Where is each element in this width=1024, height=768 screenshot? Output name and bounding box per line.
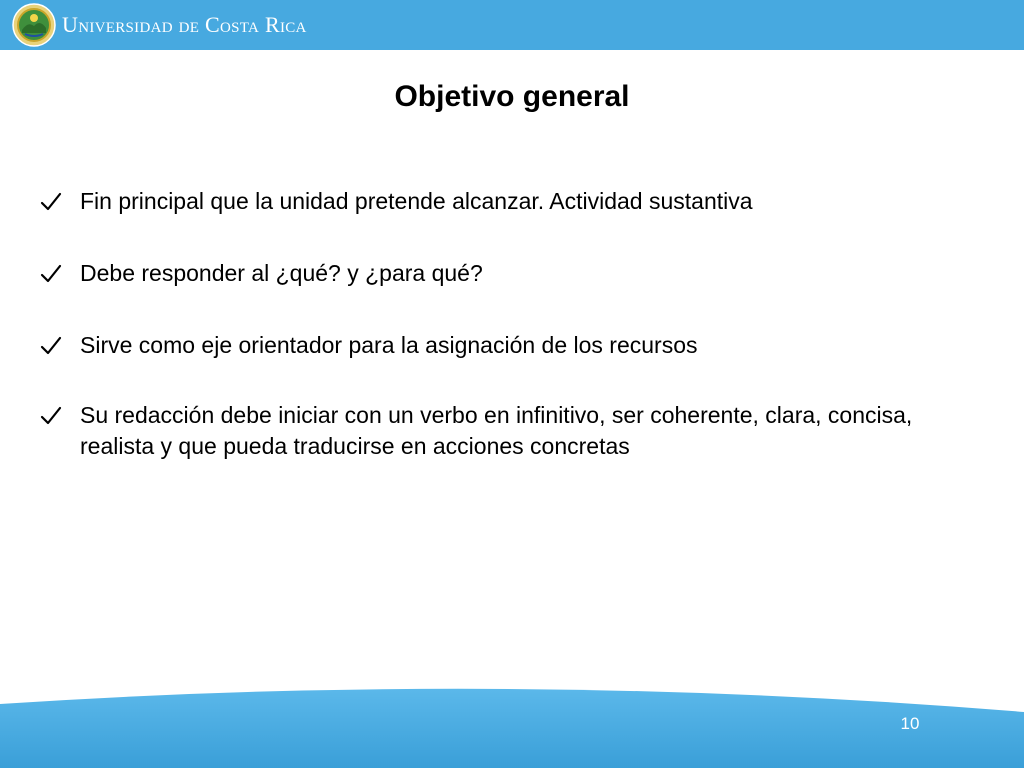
bullet-text: Debe responder al ¿qué? y ¿para qué? [80, 260, 483, 286]
checkmark-icon [40, 406, 62, 426]
university-name: Universidad de Costa Rica [62, 12, 307, 37]
list-item [40, 258, 990, 289]
bullet-text: Sirve como eje orientador para la asignación de los recursos [80, 332, 698, 358]
university-seal-icon [12, 3, 56, 47]
page-number: 10 [900, 714, 920, 733]
checkmark-icon [40, 192, 62, 212]
list-item [40, 400, 990, 462]
bullet-text: Su redacción debe iniciar con un verbo en infinitivo, ser coherente, clara, concisa, realista y que pueda traducirse en acciones concretas [80, 402, 913, 459]
header-bar [0, 0, 1024, 50]
list-item [40, 186, 990, 217]
bullet-list [40, 186, 990, 503]
list-item [40, 330, 990, 361]
bullet-text: Fin principal que la unidad pretende alcanzar. Actividad sustantiva [80, 188, 753, 214]
checkmark-icon [40, 336, 62, 356]
slide-title: Objetivo general [394, 80, 630, 113]
footer-wave [0, 676, 1024, 768]
checkmark-icon [40, 264, 62, 284]
